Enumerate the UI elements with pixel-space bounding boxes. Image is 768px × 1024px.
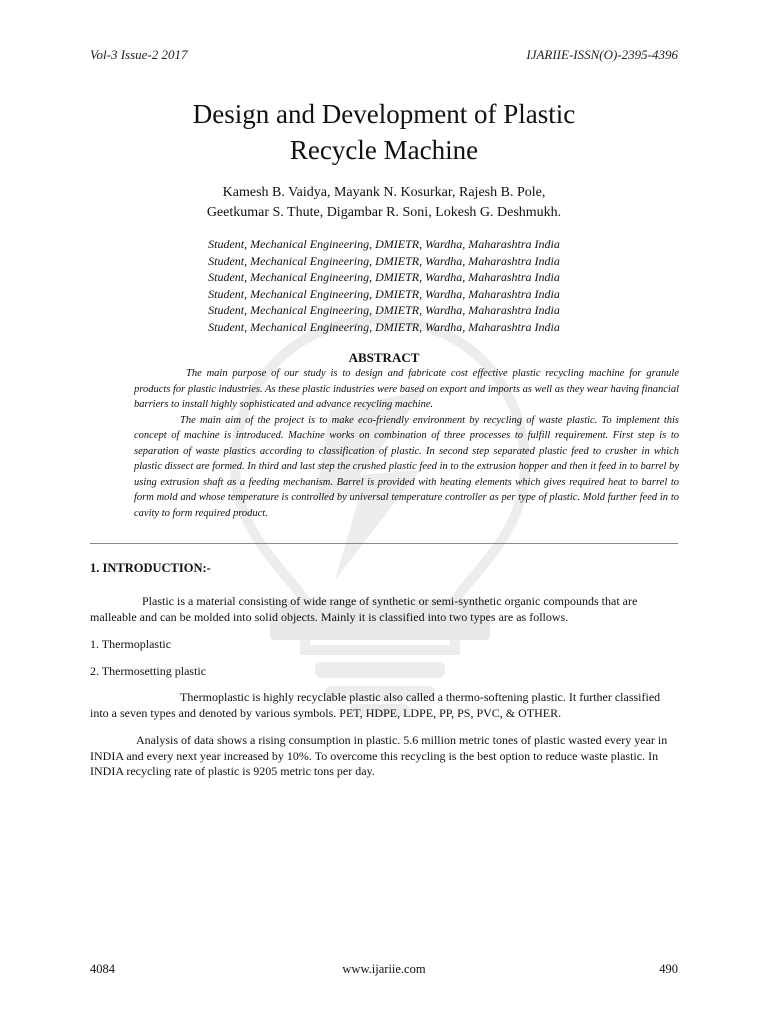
author-list [90, 183, 678, 223]
abstract-body [134, 366, 679, 521]
author-line-2: Geetkumar S. Thute, Digambar R. Soni, Lokesh G. Deshmukh. [206, 205, 562, 220]
affiliation-line: Student, Mechanical Engineering, DMIETR, Wardha, Maharashtra India [208, 253, 560, 268]
introduction-paragraph-2: Thermoplastic is highly recyclable plastic also called a thermo-softening plastic. It further classified into a seven types and denoted by various symbols. PET, HDPE, LDPE, PP, PS, PVC, & OTHER. [90, 690, 661, 720]
section-divider [90, 543, 678, 544]
abstract-heading: ABSTRACT [348, 350, 420, 365]
affiliation-line: Student, Mechanical Engineering, DMIETR, Wardha, Maharashtra India [208, 286, 560, 301]
paper-title [90, 96, 678, 168]
affiliation-line: Student, Mechanical Engineering, DMIETR, Wardha, Maharashtra India [208, 270, 560, 284]
abstract-paragraph-2: The main aim of the project is to make eco-friendly environment by recycling of waste plastic. To implement this concept of machine is introduced. Machine works on combination of three processes to fulfill requirement. First step is to separation of waste plastics according to classification of plastic. In second step separated plastic feed to crusher in which plastic dissect are formed. In third and last step the crushed plastic feed in to the extrusion hopper and then it feed in to barrel by using extrusion shaft as a feeding mechanism. Barrel is provided with heating elements which gives required heat to barrel to form mold and whose temperature is controlled by universal temperature controller as per type of plastic. Mold further feed in to cavity to form required product. [134, 414, 679, 519]
journal-issn: IJARIIE-ISSN(O)-2395-4396 [526, 47, 678, 62]
journal-volume-issue: Vol-3 Issue-2 2017 [90, 47, 188, 62]
affiliation-line: Student, Mechanical Engineering, DMIETR, Wardha, Maharashtra India [208, 237, 560, 251]
affiliation-list [90, 236, 678, 335]
introduction-heading: 1. INTRODUCTION:- [90, 561, 211, 575]
abstract-paragraph-1: The main purpose of our study is to design and fabricate cost effective plastic recycling machine for granule products for plastic industries. As these plastic industries were based on export and imports as well as they wear having financial barriers to install highly sophisticated and advance recycling machine. [134, 368, 679, 410]
affiliation-line: Student, Mechanical Engineering, DMIETR, Wardha, Maharashtra India [208, 319, 560, 334]
affiliation-line: Student, Mechanical Engineering, DMIETR, Wardha, Maharashtra India [208, 303, 560, 317]
footer-website: www.ijariie.com [342, 962, 426, 976]
footer-page-id: 4084 [90, 962, 115, 976]
footer-page-number: 490 [659, 962, 678, 976]
introduction-paragraph-3: Analysis of data shows a rising consumption in plastic. 5.6 million metric tones of plastic wasted every year in INDIA and every next year increased by 10%. To overcome this recycling is the best option to reduce waste plastic. In INDIA recycling rate of plastic is 9205 metric tons per day. [90, 733, 668, 778]
plastic-type-item-2: 2. Thermosetting plastic [90, 664, 207, 678]
introduction-paragraph-1: Plastic is a material consisting of wide range of synthetic or semi-synthetic organic compounds that are malleable and can be molded into solid objects. Mainly it is classified into two types are as follows. [90, 594, 638, 624]
paper-title-line-1: Design and Development of Plastic [192, 99, 576, 129]
paper-title-line-2: Recycle Machine [289, 135, 479, 165]
author-line-1: Kamesh B. Vaidya, Mayank N. Kosurkar, Rajesh B. Pole, [222, 185, 546, 200]
plastic-type-item-1: 1. Thermoplastic [90, 637, 172, 651]
